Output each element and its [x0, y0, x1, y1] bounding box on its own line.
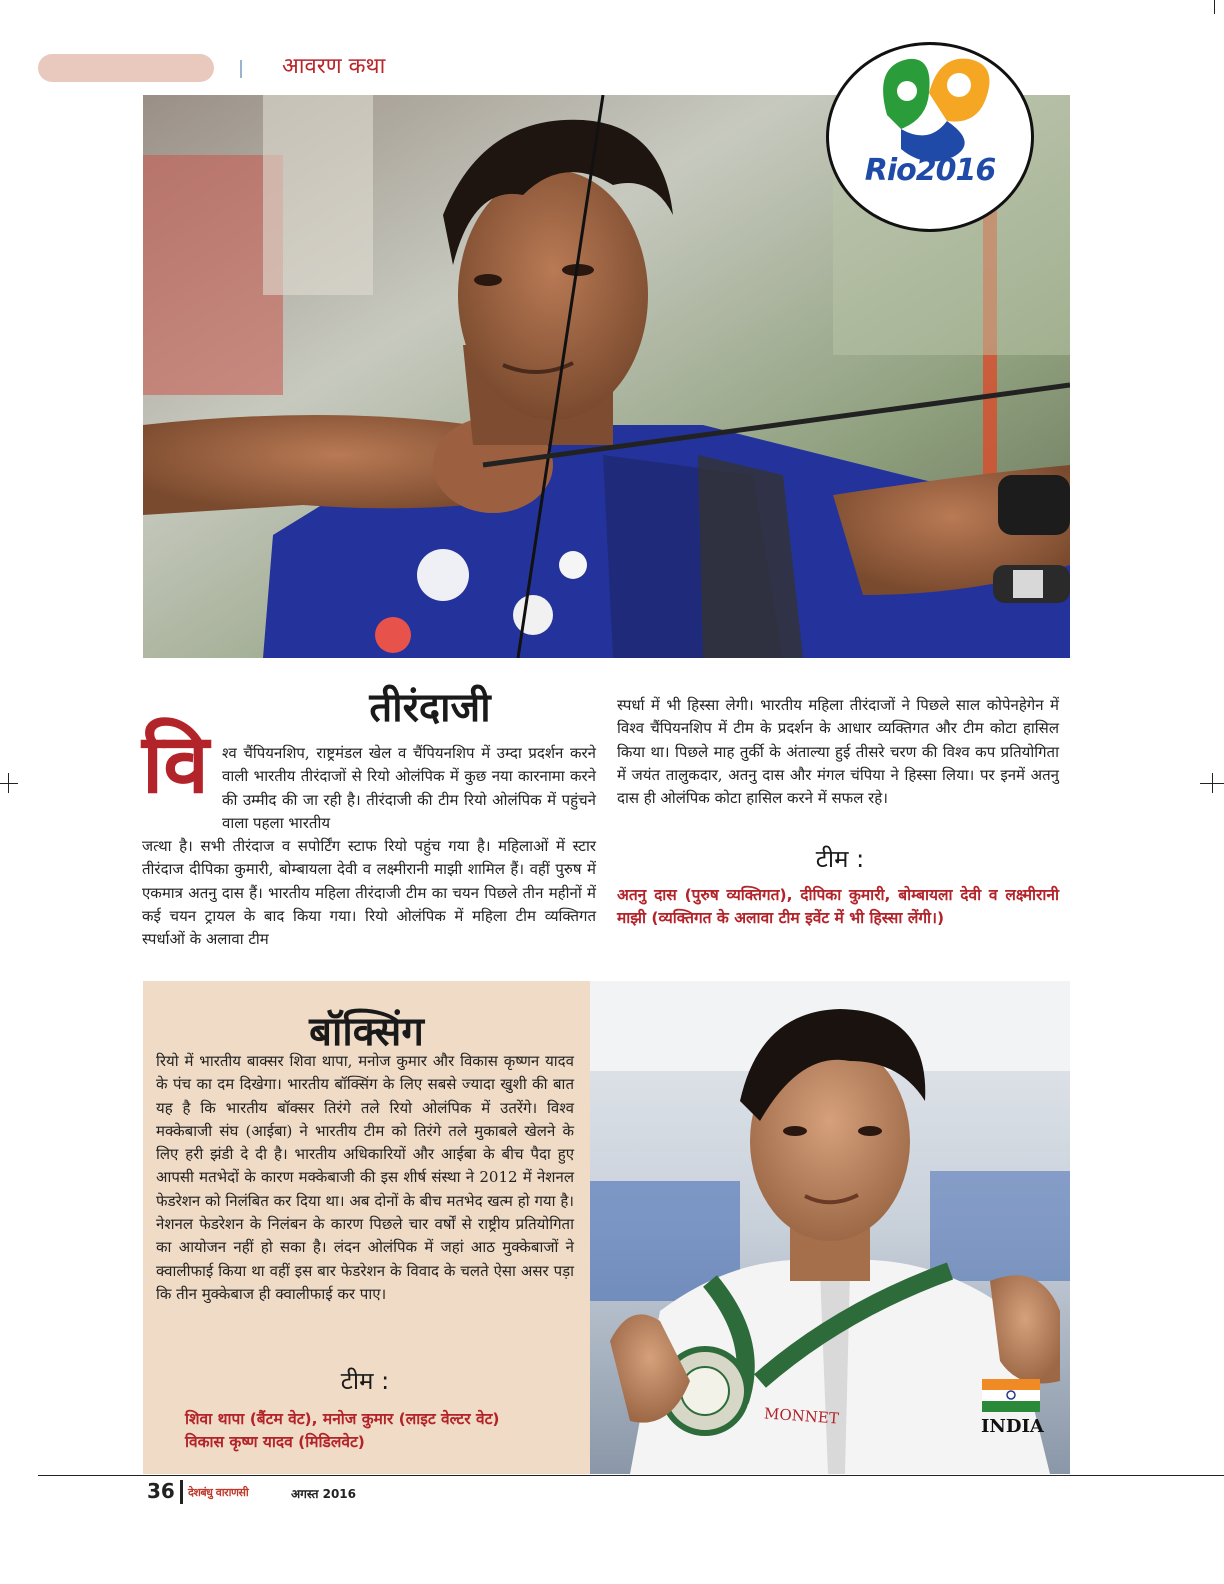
archery-dropcap: वि: [142, 717, 209, 812]
section-title: आवरण कथा: [282, 54, 386, 79]
header-divider: [240, 60, 242, 78]
boxing-team-heading: टीम :: [340, 1367, 390, 1395]
archery-heading: तीरंदाजी: [369, 685, 491, 731]
archery-team-list: अतनु दास (पुरुष व्यक्तिगत), दीपिका कुमारी, बोम्बायला देवी व लक्ष्मीरानी माझी (व्यक्तिगत के अलावा टीम इवेंट में भी हिस्सा लेंगी।): [617, 886, 1059, 927]
crop-mark-right-vertical: [1212, 773, 1213, 793]
archery-body-text: जत्था है। सभी तीरंदाज व सपोर्टिंग स्टाफ रियो पहुंच गया है। महिलाओं में स्टार तीरंदाज दीपिका कुमारी, बोम्बायला देवी व लक्ष्मीरानी माझी शामिल हैं। वहीं पुरुष में एकमात्र अतनु दास हैं। भारतीय महिला तीरंदाजी टीम का चयन पिछले तीन महीनों में कई चयन ट्रायल के बाद किया गया। रियो ओलंपिक में महिला टीम व्यक्तिगत स्पर्धाओं के अलावा टीम: [142, 837, 596, 949]
boxing-body-text: रियो में भारतीय बाक्सर शिवा थापा, मनोज कुमार और विकास कृष्णन यादव के पंच का दम दिखेगा। भारतीय बॉक्सिंग के लिए सबसे ज्यादा खुशी की बात यह है कि भारतीय बॉक्सर तिरंगे तले रियो ओलंपिक में उतरेंगे। विश्व मक्केबाजी संघ (आईबा) ने भारतीय टीम को तिरंगे तले मुकाबले खेलने के लिए हरी झंडी दे दी है। भारतीय अधिकारियों और आईबा के बीच पैदा हुए आपसी मतभेदों के कारण मक्केबाजी की इस शीर्ष संस्था ने 2012 में नेशनल फेडरेशन को निलंबित कर दिया था। अब दोनों के बीच मतभेद खत्म हो गया है। नेशनल फेडरेशन के निलंबन के कारण पिछले चार वर्षों से राष्ट्रीय प्रतियोगिता का आयोजन नहीं हो सका है। लंदन ओलंपिक में जहां आठ मुक्केबाजों ने क्वालीफाई किया था वहीं इस बार फेडरेशन के विवाद के चलते ऐसा असर पड़ा कि तीन मुक्केबाज ही क्वालीफाई कर पाए।: [156, 1052, 574, 1303]
rio-2016-logo: [826, 42, 1034, 232]
boxing-team-line-2: विकास कृष्ण यादव (मिडिलवेट): [185, 1433, 365, 1451]
crop-mark-top: [1214, 0, 1215, 14]
boxing-team-line-1: शिवा थापा (बैंटम वेट), मनोज कुमार (लाइट वेल्टर वेट): [185, 1410, 500, 1428]
archery-column-two-text: स्पर्धा में भी हिस्सा लेगी। भारतीय महिला तीरंदाजों ने पिछले साल कोपेनहेगेन में विश्व चैंपियनशिप में टीम के प्रदर्शन के आधार व्यक्तिगत और टीम कोटा हासिल किया था। पिछले माह तुर्की के अंताल्या हुई तीसरे चरण की विश्व कप प्रतियोगिता में जयंत तालुकदार, अतनु दास और मंगल चंपिया ने हिस्सा लिया। पर इनमें अतनु दास ही ओलंपिक कोटा हासिल करने में सफल रहे।: [617, 696, 1059, 808]
rio-logo-text: Rio2016: [864, 153, 996, 188]
jacket-country-text: INDIA: [981, 1416, 1044, 1437]
footer-divider: [180, 1480, 183, 1504]
boxing-team-list: [185, 1408, 585, 1454]
publication-name: देशबंधु वाराणसी: [188, 1486, 249, 1499]
archery-lead-text: श्व चैंपियनशिप, राष्ट्रमंडल खेल व चैंपियनशिप में उम्दा प्रदर्शन करने वाली भारतीय तीरंदाजों से रियो ओलंपिक में कुछ नया कारनामा करने की उम्मीद की जा रही है। तीरंदाजी की टीम रियो ओलंपिक में पहुंचने वाला पहला भारतीय: [222, 744, 596, 832]
crop-mark-left-vertical: [8, 773, 9, 793]
boxer-photo: [590, 981, 1070, 1474]
boxing-heading: बॉक्सिंग: [309, 1009, 424, 1055]
crop-mark-left: [0, 783, 18, 784]
footer-rule: [38, 1475, 1224, 1476]
header-decoration: [38, 54, 214, 82]
jacket-sponsor-text: MONNET: [763, 1404, 840, 1428]
page-number: 36: [147, 1479, 175, 1503]
archery-team-heading: टीम :: [815, 845, 865, 873]
issue-date: अगस्त 2016: [291, 1487, 357, 1501]
